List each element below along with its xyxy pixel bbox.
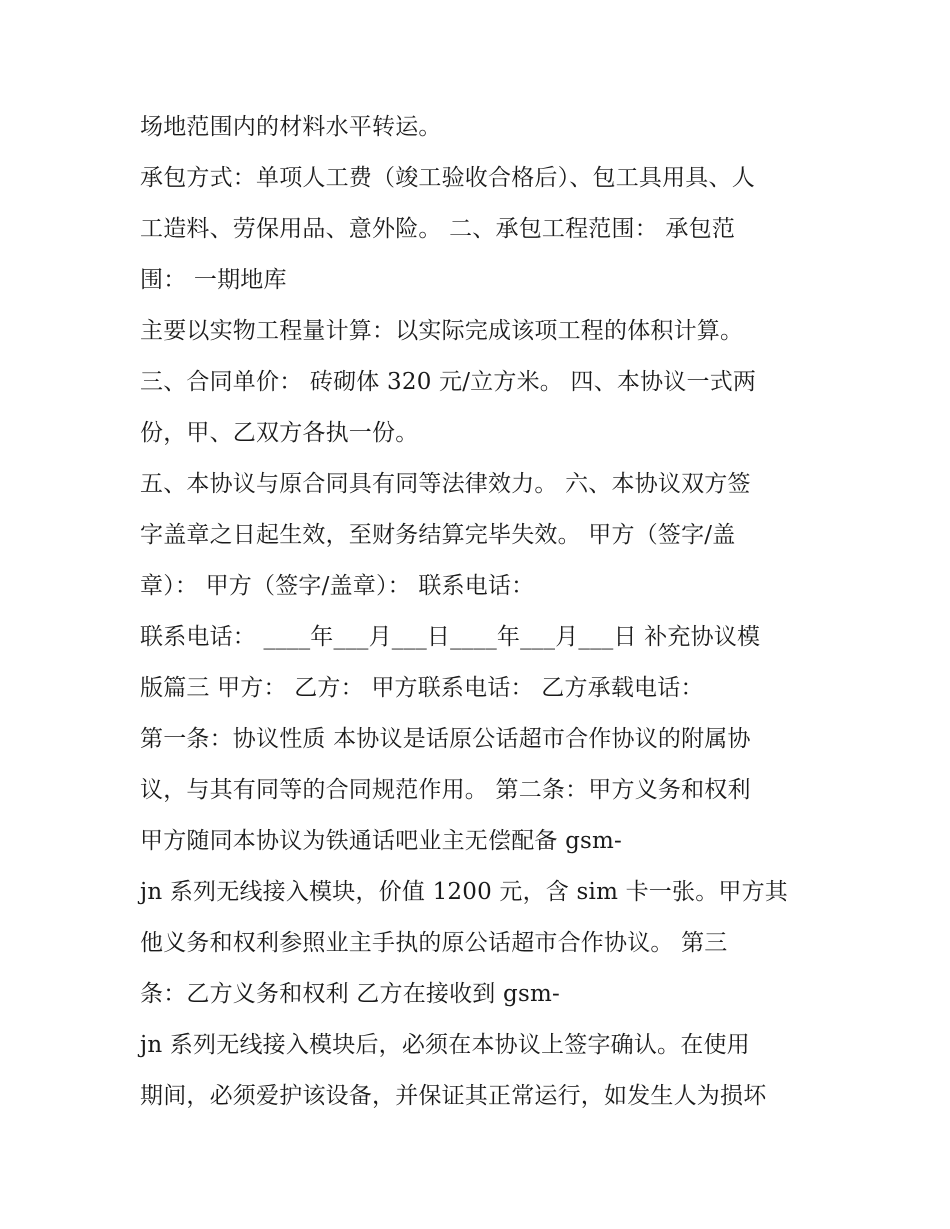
text-line: 第一条：协议性质 本协议是话原公话超市合作协议的附属协 bbox=[140, 726, 751, 752]
text-line: 三、合同单价： 砖砌体 320 元/立方米。 四、本协议一式两 bbox=[140, 369, 757, 395]
text-line: 份，甲、乙双方各执一份。 bbox=[140, 420, 419, 446]
text-line: 议，与其有同等的合同规范作用。 第二条：甲方义务和权利 bbox=[140, 777, 751, 803]
text-line: 条：乙方义务和权利 乙方在接收到 gsm- bbox=[140, 981, 560, 1007]
text-line: 承包方式：单项人工费（竣工验收合格后）、包工具用具、人 bbox=[140, 165, 755, 191]
text-line: 甲方随同本协议为铁通话吧业主无偿配备 gsm- bbox=[140, 828, 623, 854]
text-line: 工造料、劳保用品、意外险。 二、承包工程范围： 承包范 bbox=[140, 216, 736, 242]
text-line: 五、本协议与原合同具有同等法律效力。 六、本协议双方签 bbox=[140, 471, 751, 497]
text-line: 围： 一期地库 bbox=[140, 267, 287, 293]
text-line: 章）： 甲方（签字/盖章）： 联系电话： bbox=[140, 573, 535, 599]
text-line: 他义务和权利参照业主手执的原公话超市合作协议。 第三 bbox=[140, 930, 728, 956]
text-line: 字盖章之日起生效，至财务结算完毕失效。 甲方（签字/盖 bbox=[140, 522, 736, 548]
document-body bbox=[140, 102, 830, 1122]
text-line: 版篇三 甲方： 乙方： 甲方联系电话： 乙方承载电话： bbox=[140, 675, 704, 701]
text-line: jn 系列无线接入模块，价值 1200 元，含 sim 卡一张。甲方其 bbox=[140, 879, 789, 905]
text-line: 场地范围内的材料水平转运。 bbox=[140, 114, 442, 140]
text-line: 期间，必须爱护该设备，并保证其正常运行，如发生人为损坏 bbox=[140, 1083, 767, 1109]
text-line: 联系电话： ____年___月___日____年___月___日 补充协议模 bbox=[140, 624, 761, 650]
text-line: 主要以实物工程量计算：以实际完成该项工程的体积计算。 bbox=[140, 318, 744, 344]
text-line: jn 系列无线接入模块后，必须在本协议上签字确认。在使用 bbox=[140, 1032, 750, 1058]
